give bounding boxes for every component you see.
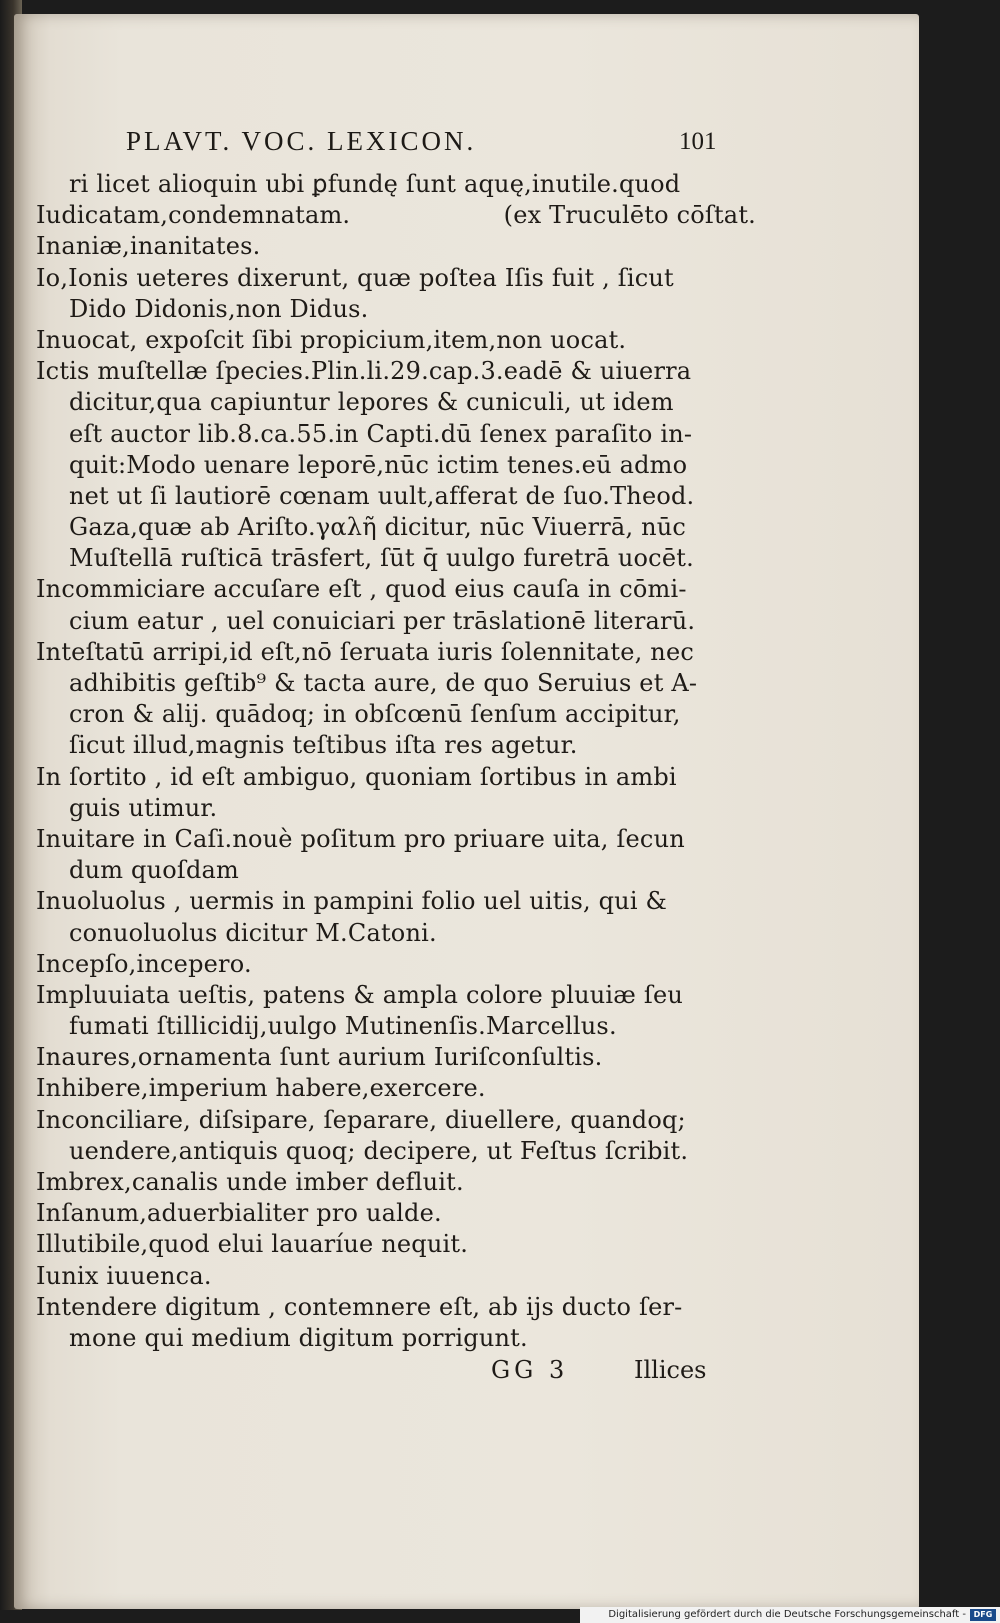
text-line (36, 200, 756, 231)
text-line-content: Incommiciare accuſare eſt , quod eius cauſa in cōmi- (36, 575, 687, 604)
text-line-content: Imbrex,canalis unde imber defluit. (36, 1168, 464, 1196)
text-line-content: Inconciliare, diſsipare, ſeparare, diuellere, quandoq; (36, 1105, 686, 1134)
signature-mark: GG 3 (491, 1356, 569, 1385)
book-page (14, 14, 919, 1609)
text-line-content: cium eatur , uel conuiciari per trāslationē literarū. (69, 606, 696, 635)
text-line-content: Inuocat, expoſcit ſibi propicium,item,non uocat. (36, 325, 627, 354)
text-line-content: Dido Didonis,non Didus. (69, 294, 369, 323)
text-line-content: ri licet alioquin ubi ꝑfundę ſunt aquę,inutile.quod (69, 170, 681, 198)
running-title: PLAVT. VOC. LEXICON. (126, 126, 477, 156)
text-line-content: Inhibere,imperium habere,exercere. (36, 1074, 486, 1103)
text-line (36, 886, 726, 917)
text-line-content: Incepſo,incepero. (36, 949, 252, 978)
text-line (36, 980, 726, 1011)
text-line-content: In ſortito , id eſt ambiguo, quoniam ſortibus in ambi (36, 762, 677, 791)
text-line-content: Muſtellā ruſticā trāsfert, ſūt q̄ uulgo furetrā uocēt. (69, 544, 694, 573)
text-line (36, 637, 726, 668)
text-line (36, 855, 726, 886)
text-line-content: Io,Ionis ueteres dixerunt, quæ poſtea Iſis fuit , ſicut (36, 263, 674, 292)
text-line (36, 512, 726, 543)
text-line-content: eſt auctor lib.8.ca.55.in Capti.dū ſenex paraſito in- (69, 419, 693, 448)
text-line-content: mone qui medium digitum porrigunt. (69, 1323, 528, 1352)
text-line (36, 1261, 726, 1292)
text-line (36, 606, 726, 637)
digitization-footer (580, 1607, 1000, 1623)
text-line (36, 263, 726, 294)
text-line (36, 1198, 726, 1229)
page-header (14, 126, 919, 166)
text-line-content: fumati ſtillicidij,uulgo Mutinenſis.Marcellus. (69, 1012, 617, 1041)
text-line (36, 1229, 726, 1260)
text-line (36, 169, 726, 200)
text-line (36, 481, 726, 512)
text-line-content: net ut ſi lautiorē cœnam uult,afferat de ſuo.Theod. (69, 481, 695, 510)
text-line-content: ſicut illud,magnis teſtibus iſta res agetur. (69, 731, 578, 760)
text-line-content: Inaniæ,inanitates. (36, 232, 261, 261)
text-line (36, 1042, 726, 1073)
text-line (36, 793, 726, 824)
text-line (36, 419, 726, 450)
text-line (36, 1011, 726, 1042)
dfg-logo: DFG (970, 1609, 996, 1621)
text-line-content: uendere,antiquis quoq; decipere, ut Feſtus ſcribit. (69, 1136, 689, 1165)
text-line (36, 824, 726, 855)
text-line (36, 1136, 726, 1167)
text-line-content: cron & alij. quādoq; in obſcœnū ſenſum accipitur, (69, 700, 681, 729)
text-line (36, 668, 726, 699)
page-number: 101 (679, 128, 717, 155)
text-line-content: Inuoluolus , uermis in pampini folio uel uitis, qui & (36, 887, 668, 916)
text-line-content: dicitur,qua capiuntur lepores & cuniculi, ut idem (69, 388, 674, 417)
text-line-content: Gaza,quæ ab Ariſto.γαλῆ dicitur, nūc Viuerrā, nūc (69, 513, 687, 542)
text-line (36, 918, 726, 949)
text-line (36, 762, 726, 793)
text-line (36, 1292, 726, 1323)
text-line-content: Iunix iuuenca. (36, 1261, 212, 1290)
text-line (36, 450, 726, 481)
text-line-content: Inteſtatū arripi,id eſt,nō ſeruata iuris ſolennitate, nec (36, 637, 695, 666)
text-line (36, 730, 726, 761)
text-line-content: Iudicatam,condemnatam. (36, 201, 351, 230)
text-line (36, 574, 726, 605)
text-line (36, 356, 726, 387)
text-line (36, 231, 726, 262)
text-line (36, 1167, 726, 1198)
text-line-content: Intendere digitum , contemnere eſt, ab ijs ducto ſer- (36, 1292, 683, 1321)
text-line (36, 294, 726, 325)
text-line (36, 699, 726, 730)
text-line-content: conuoluolus dicitur M.Catoni. (69, 918, 437, 947)
text-line (36, 1105, 726, 1136)
text-line (36, 1073, 726, 1104)
text-line (36, 1323, 726, 1354)
text-line-content: adhibitis geſtib⁹ & tacta aure, de quo Seruius et A- (69, 669, 698, 697)
text-line-content: Inaures,ornamenta ſunt aurium Iuriſconſultis. (36, 1043, 603, 1072)
text-line (36, 949, 726, 980)
text-line-content: quit:Modo uenare leporē,nūc ictim tenes.eū admo (69, 450, 688, 479)
catchword: Illices (634, 1356, 707, 1385)
text-line-content: dum quoſdam (69, 856, 239, 885)
footer-credit: Digitalisierung gefördert durch die Deutsche Forschungsgemeinschaft - (608, 1609, 966, 1620)
text-line-content: guis utimur. (69, 793, 218, 822)
lexicon-text (36, 169, 756, 1390)
text-line-content: Illutibile,quod elui lauaríue nequit. (36, 1230, 469, 1259)
text-line (36, 325, 726, 356)
text-line-content: Inuitare in Caſi.nouè poſitum pro priuare uita, ſecun (36, 824, 685, 853)
text-line-content: Ictis muſtellæ ſpecies.Plin.li.29.cap.3.eadē & uiuerra (36, 357, 692, 386)
text-line-content: Inſanum,aduerbialiter pro ualde. (36, 1199, 442, 1228)
text-line-content: Impluuiata ueſtis, patens & ampla colore pluuiæ ſeu (36, 980, 684, 1009)
text-line (36, 387, 726, 418)
catch-line (36, 1356, 726, 1390)
text-line (36, 543, 726, 574)
text-line-right: (ex Truculēto cōſtat. (503, 201, 756, 230)
